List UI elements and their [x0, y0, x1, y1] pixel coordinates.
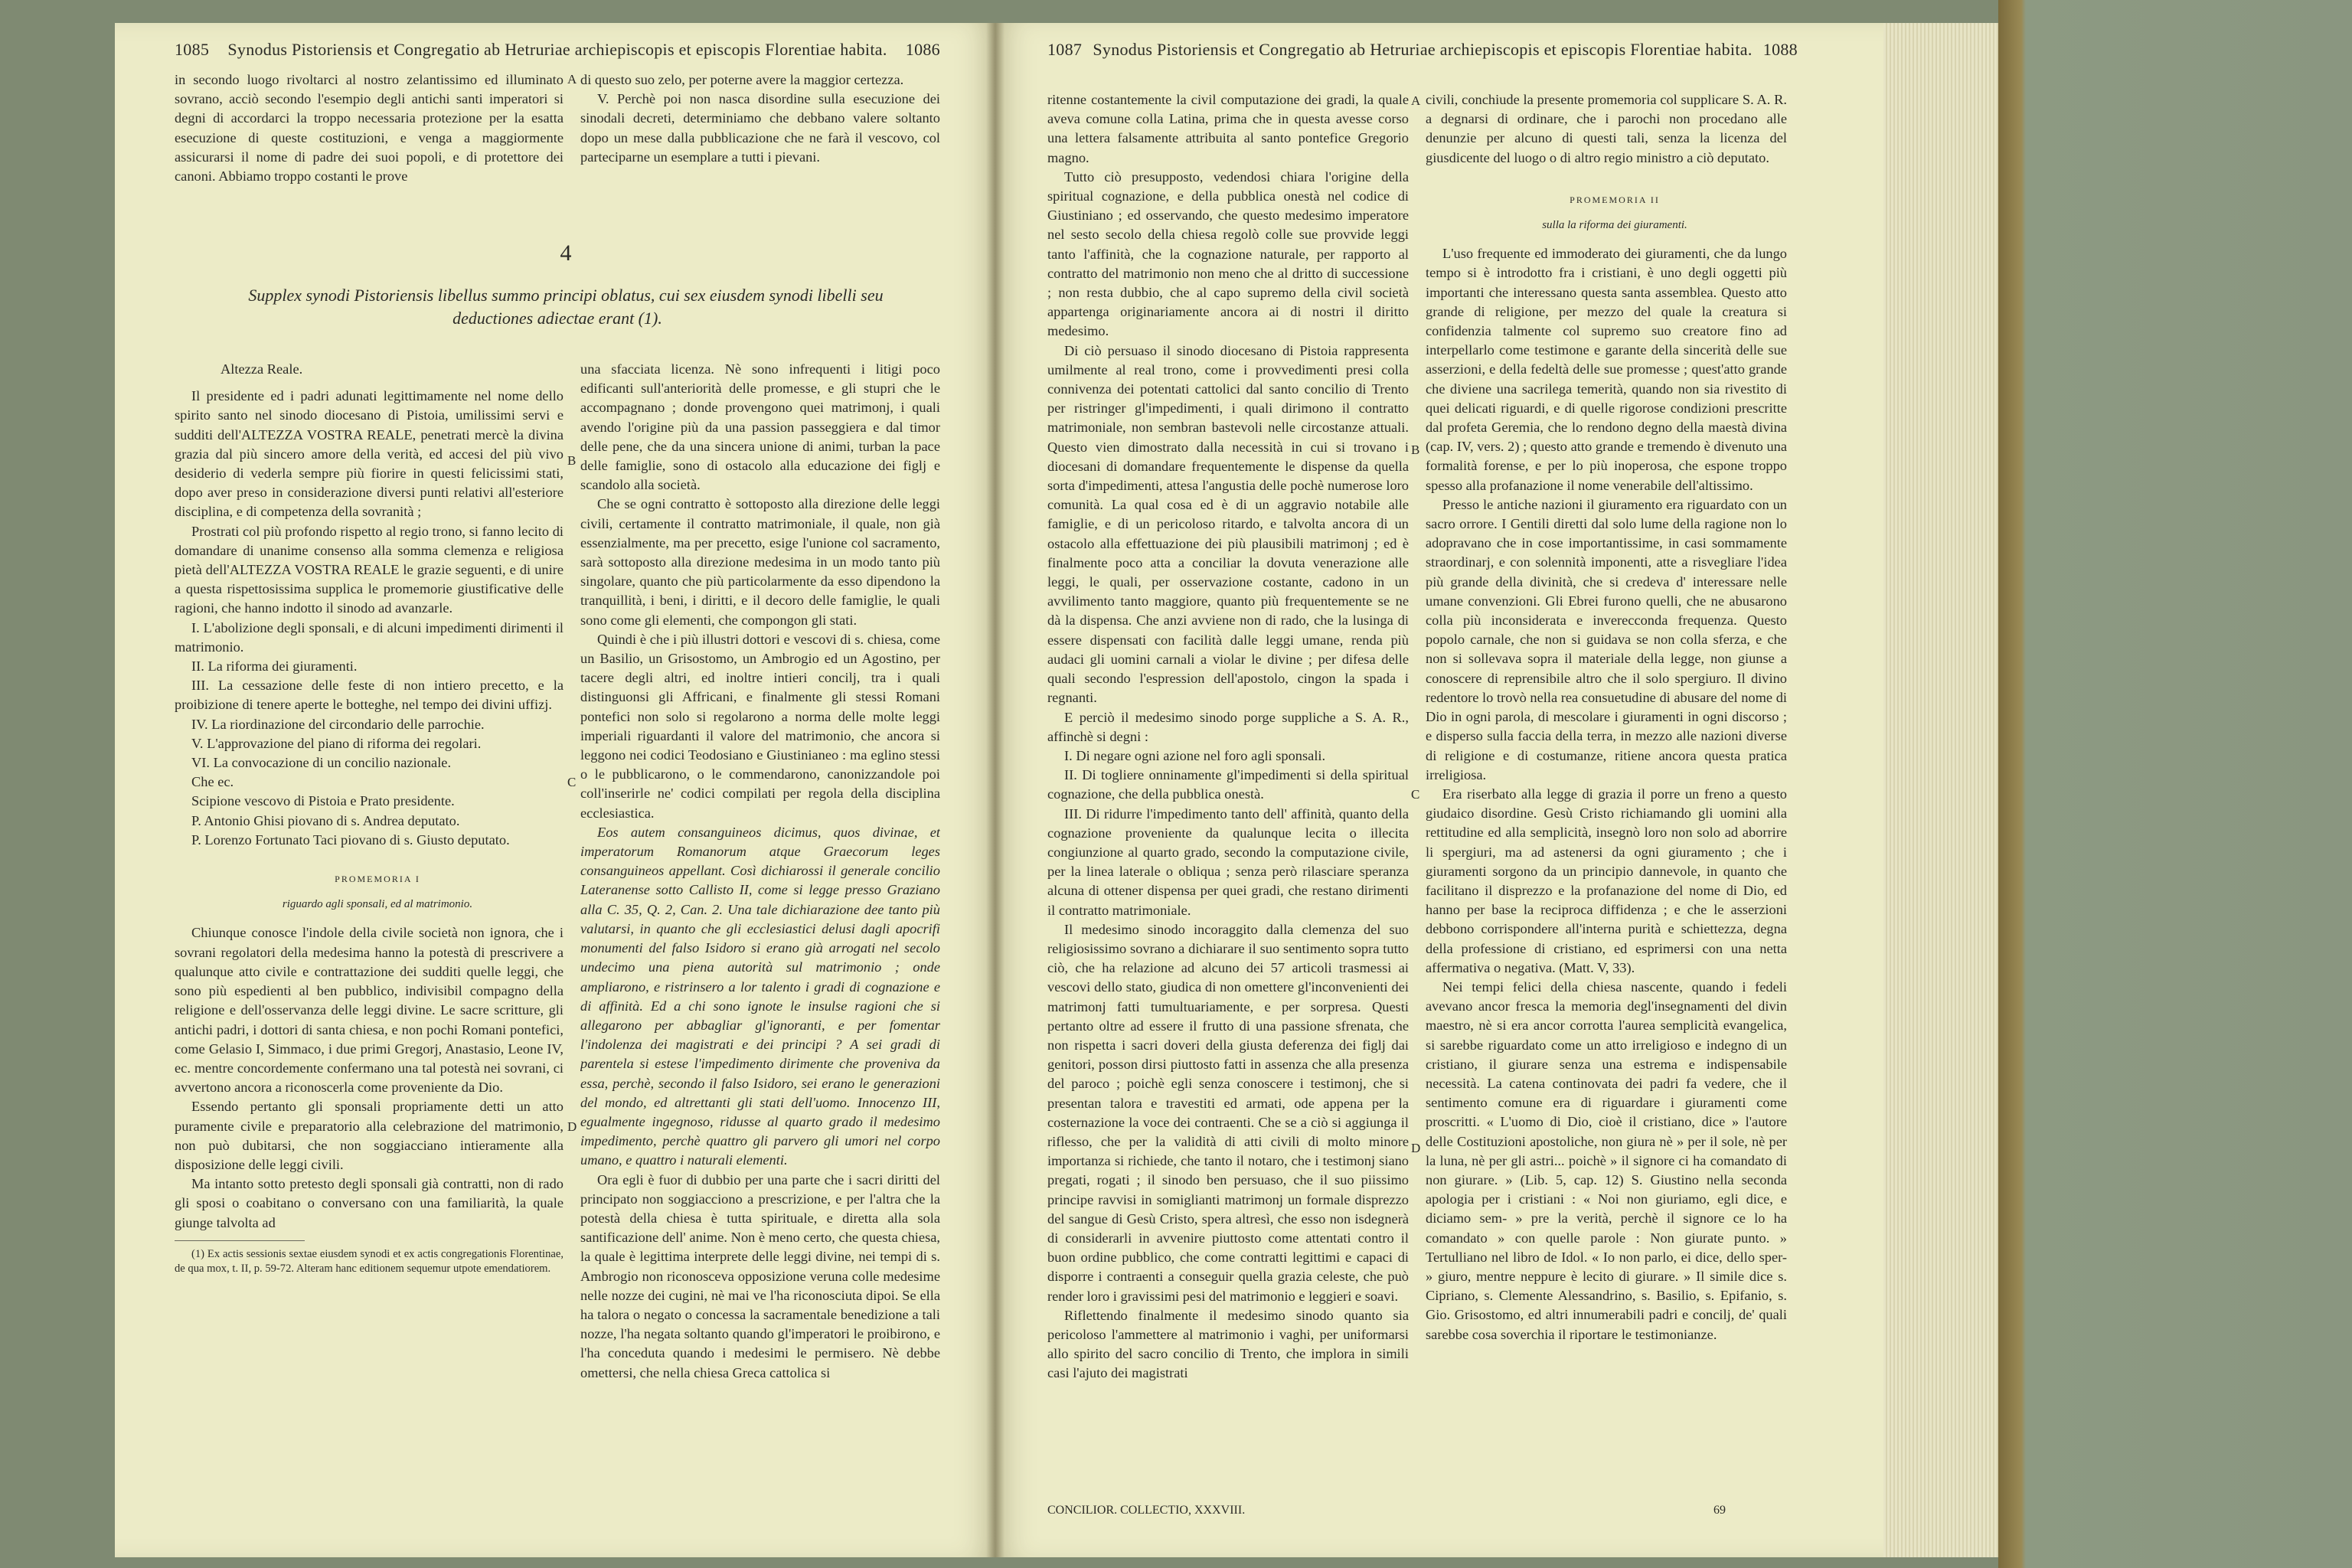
right-page-column-1	[1047, 90, 1409, 1499]
paragraph: Nei tempi felici della chiesa nascente, quando i fedeli avevano ancor fresca la memoria degl'insegnamenti del divin maestro, nè si era ancor corrotta l'aurea semplicità evangelica, si sarebbe riguardato come un atto irreligioso e indegno di un cristiano, il giurare senza una estrema e indispensabile necessità. La catena continovata dei padri fa vedere, che il sentimento comune era di riguardare i giuramenti come proscritti. « L'uomo di Dio, cioè il cristiano, dice » l'autore delle Costituzioni apostoliche, non giura nè » per il sole, nè per la luna, nè per gli astri... poichè » il signore ci ha comandato di non giurare. » (Lib. 5, cap. 12) S. Giustino nella seconda apologia per i cristiani : « Noi non giuriamo, egli dice, e diciamo sem- » pre la verità, perchè il signore ce lo ha comandato » con quelle parole : Non giurate punto. » Tertulliano nel libro de Idol. « Io non parlo, ei dice, dello sper- » giuro, mentre neppure è lecito di giurare. » Il simile dice s. Cipriano, s. Clemente Alessandrino, s. Basilio, s. Epifanio, s. Gio. Grisostomo, ed altri innumerabili padri e concilj, de' quali sarebbe cosa soverchia il riportare le testimonianze.	[1426, 978, 1787, 1342]
promemoria-2-subtitle: sulla la riforma dei giuramenti.	[1542, 219, 1687, 232]
request-item: III. La cessazione delle feste di non intiero precetto, e la proibizione di tenere aperte le botteghe, nel tempo dei divini uffizj.	[175, 678, 564, 713]
right-page-header	[1047, 40, 1798, 60]
volume-signature: CONCILIOR. COLLECTIO, XXXVIII.	[1047, 1504, 1246, 1517]
salutation: Altezza Reale.	[220, 361, 303, 377]
book-gutter	[986, 23, 1004, 1557]
left-page-column-number-b: 1086	[905, 40, 940, 59]
paragraph: di questo suo zelo, per poterne avere la maggior certezza.	[580, 72, 904, 87]
paragraph: E perciò il medesimo sinodo porge suppliche a S. A. R., affinchè si degni :	[1047, 709, 1409, 744]
right-page-column-number-a: 1087	[1047, 40, 1083, 59]
paragraph: Che ec.	[191, 774, 234, 790]
margin-letter-d: D	[1411, 1141, 1421, 1155]
left-top-column-a	[175, 70, 564, 208]
margin-letter-a: A	[567, 72, 577, 87]
section-title: Supplex synodi Pistoriensis libellus summo principi oblatus, cui sex eiusdem synodi libelli seu deductiones adiectae erant (1).	[248, 286, 884, 328]
paragraph: Ma intanto sotto pretesto degli sponsali già contratti, non di rado gli sposi o coabitano o conversano con una familiarità, la quale giunge talvolta ad	[175, 1176, 564, 1230]
signature-line: Scipione vescovo di Pistoia e Prato presidente.	[191, 793, 455, 809]
paragraph: Essendo pertanto gli sponsali propriamente detti un atto puramente civile e preparatorio alla celebrazione del matrimonio, non può dubitarsi, che non soggiacciano intieramente alla disposizione delle leggi civili.	[175, 1099, 564, 1172]
paragraph: Era riserbato alla legge di grazia il porre un freno a questo giudaico disordine. Gesù Cristo richiamando gli uomini alla rettitudine ed alla semplicità, insegnò loro non solo ad aborrire li spergiuri, ma ad astenersi da ogni giuramento ; che i giuramenti sorgono da un principio dannevole, in quanto che facilitano il disprezzo e la profanazione del nome di Dio, ed hanno per base la reciproca diffidenza ; e che le asserzioni debbono corrispondere all'interna purità e schiettezza, degna della professione di cristiano, ed esprimersi con una netta affermativa o negativa. (Matt. V, 33).	[1426, 786, 1787, 975]
right-page-running-title: Synodus Pistoriensis et Congregatio ab Hetruriae archiepiscopis et episcopis Florentiae habita.	[1093, 40, 1753, 59]
paragraph: Quindi è che i più illustri dottori e vescovi di s. chiesa, come un Basilio, un Grisostomo, un Ambrogio ed un Agostino, per tacere degli altri, ed inoltre intieri concilj, tra i quali distinguonsi gli Affricani, e finalmente gli stessi Romani pontefici non solo si regolarono a norma delle molte leggi imperiali riguardanti il valore del matrimonio, che ancora si leggono nei codici Teodosiano e Giustinianeo : ma eglino stessi o le pubblicarono, o le commendarono, canonizzandole poi coll'inserirle ne' codici compilati per regola della disciplina ecclesiastica.	[580, 631, 940, 821]
request-item: I. Di negare ogni azione nel foro agli sponsali.	[1064, 747, 1326, 763]
request-item: V. L'approvazione del piano di riforma dei regolari.	[191, 735, 482, 751]
left-top-column-b	[580, 70, 940, 208]
left-page-column-1	[175, 360, 564, 1478]
margin-letter-d: D	[567, 1119, 577, 1134]
margin-letter-c: C	[1411, 787, 1420, 802]
paragraph: ritenne costantemente la civil computazione dei gradi, la quale aveva comune colla Latina, prima che in questa avesse corso una lettera falsamente attribuita al santo pontefice Gregorio magno.	[1047, 92, 1409, 165]
request-item: I. L'abolizione degli sponsali, e di alcuni impedimenti dirimenti il matrimonio.	[175, 619, 564, 655]
paragraph: Chiunque conosce l'indole della civile società non ignora, che i sovrani regolatori della medesima hanno la potestà di prescrivere a qualunque atto civile e contrattazione dei sudditi quelle leggi, che sono più espedienti al ben pubblico, indivisibil compagno della religione e dell'osservanza delle leggi divine. Le sacre scritture, gli antichi padri, i dottori di santa chiesa, e non pochi Romani pontefici, come Gelasio I, Simmaco, i due primi Gregorj, Anastasio, Leone IV, ec. mentre concordemente confermano una tal potestà nei sovrani, ci avvertono ancora a riconoscerla come proveniente da Dio.	[175, 925, 564, 1096]
section-number: 4	[560, 243, 572, 266]
sheet-number: 69	[1713, 1504, 1726, 1517]
signature-line: P. Lorenzo Fortunato Taci piovano di s. Giusto deputato.	[191, 831, 510, 848]
paragraph: civili, conchiude la presente promemoria col supplicare S. A. R. a degnarsi di ordinare, che i parochi non procedano alle denunzie per alcuno di questi tali, senza la licenza del giusdicente del luogo o di altro regio ministro a ciò deputato.	[1426, 92, 1787, 165]
paragraph: Presso le antiche nazioni il giuramento era riguardato con un sacro orrore. I Gentili diretti dal solo lume della ragione non lo adopravano che in cose importantissime, in casi sommamente straordinarj, e con solennità imponenti, atte a risvegliare l'idea più grande della divinità, che si credeva d' interessare nelle umane convenzioni. Gli Ebrei furono quelli, che ne abusarono colla più inconsiderata e inverecconda frequenza. Questo popolo carnale, che non si guidava se non colla sferza, e che non si sollevava sopra il materiale della legge, non giunse a conoscere di reprensibile altro che il solo spergiuro. Il divino redentore lo trovò nella rea consuetudine di abusare del nome di Dio in ogni parola, di mescolare i giuramenti in ogni discorso ; e disperso sulla faccia della terra, in mezzo alle nazioni diverse di religione e di costumanze, ritiene ancora questa pratica irreligiosa.	[1426, 496, 1787, 782]
footnote-rule	[175, 1240, 305, 1241]
margin-letter-b: B	[567, 453, 577, 468]
page-stack-edges	[1883, 23, 1998, 1557]
left-page-header	[175, 40, 940, 60]
request-item: III. Di ridurre l'impedimento tanto dell' affinità, quanto della cognazione proveniente da qualunque lecita o illecita congiunzione al quarto grado, secondo la computazione civile, per la linea laterale o obliqua ; senza però rilasciare speranza alcuna di ottener dispensa per quei gradi, che restano dirimenti il contratto matrimoniale.	[1047, 805, 1409, 918]
left-page-column-number-a: 1085	[175, 40, 210, 59]
paragraph: Eos autem consanguineos dicimus, quos divinae, et imperatorum Romanorum atque Graecorum leges consanguineos appellant. Così dichiarossi il generale concilio Lateranense sotto Callisto II, come si legge presso Graziano alla C. 35, Q. 2, Can. 2. Una tale dichiarazione dee tanto più valutarsi, in quanto che gli ecclesiastici delusi dagli apocrifi monumenti del falso Isidoro si erano già arrogati nel secolo undecimo una piena autorità sul matrimonio ; onde ampliarono, e ristrinsero a lor talento i gradi di cognazione e di affinità. Ed a chi sono ignote le insulse ragioni che si allegarono per abbagliar gl'ignoranti, e per fomentar l'indolenza dei magistrati e dei principi ? A sei gradi di parentela si estese l'impedimento dirimente che proveniva da essa, perchè, secondo il falso Isidoro, sei erano le generazioni del mondo, ed altrettanti gli stati dell'uomo. Innocenzo III, egualmente ingegnoso, ridusse al quarto grado il medesimo impedimento, perchè quattro gli parvero gli umori nel corpo umano, e quattro i naturali elementi.	[580, 824, 940, 1168]
paragraph: L'uso frequente ed immoderato dei giuramenti, che da lungo tempo si è introdotto fra i cristiani, è uno degli oggetti più importanti che interessano questa santa assemblea. Questo atto grande di religione, per mezzo del quale la creatura si confidenzia talmente col supremo suo creatore fino ad interpellarlo come testimone e garante della sincerità delle sue asserzioni, e della fedeltà delle sue promesse ; quest'atto grande che diviene una sacrilega temerità, quando non sia rivestito di quei delicati riguardi, e di quelle rigorose condizioni prescritte dal profeta Geremia, che lo rendono degno della maestà divina (cap. IV, vers. 2) ; questo atto grande e tremendo è divenuto una formalità forense, e per lo più inoperosa, che espone troppo spesso alla profanazione il nome venerabile dell'altissimo.	[1426, 246, 1787, 493]
margin-letter-a: A	[1411, 93, 1421, 108]
left-page-running-title: Synodus Pistoriensis et Congregatio ab Hetruriae archiepiscopis et episcopis Florentiae habita.	[227, 40, 887, 59]
footnote: (1) Ex actis sessionis sextae eiusdem synodi et ex actis congregationis Florentinae, de qua mox, t. II, p. 59-72. Alteram hanc editionem sequemur utpote emendatiorem.	[175, 1247, 564, 1275]
book-cover-edge	[1998, 0, 2352, 1568]
promemoria-2-title: PROMEMORIA II	[1570, 194, 1660, 205]
paragraph: Che se ogni contratto è sottoposto alla direzione delle leggi civili, certamente il contratto matrimoniale, il quale, non già essenzialmente, ma per precetto, esige l'unione col sacramento, sarà sottoposto alla direzione medesima in un modo tanto più singolare, quanto che più particolarmente da esso dipendono la tranquillità, i beni, i diritti, e il decoro delle famiglie, le quali sono come gli elementi, che compongon gli stati.	[580, 496, 940, 628]
section-heading	[175, 243, 940, 343]
paragraph: Ora egli è fuor di dubbio per una parte che i sacri diritti del principato non soggiacciono a prescrizione, e per l'altra che la potestà della chiesa è tutta spirituale, e diretta alla sola santificazione dell' anime. Non è meno certo, che questa chiesa, la quale è legittima interprete delle leggi divine, nei tempi di s. Ambrogio non riconosceva opposizione veruna colle medesime nelle nozze dei cugini, nè mai ve l'ha riconosciuta dipoi. Se ella ha talora o negato o concessa la sacramentale benedizione a tali nozze, l'ha negata soltanto quando gl'imperatori le proibirono, e l'ha conceduta quando i medesimi le permisero. Nè debbe omettersi, che nella chiesa Greca cattolica si	[580, 1171, 940, 1380]
right-page-column-number-b: 1088	[1762, 40, 1798, 59]
request-item: II. La riforma dei giuramenti.	[191, 658, 358, 675]
request-item: IV. La riordinazione del circondario delle parrochie.	[191, 716, 485, 732]
paragraph: Tutto ciò presupposto, vedendosi chiara l'origine della spiritual cognazione, e della pubblica onestà nel codice di Giustiniano ; ed osservando, che questo medesimo imperatore nel sesto secolo della chiesa regolò colle sue provvide leggi tanto l'affinità, che la cognazione naturale, per rapporto al contratto del matrimonio non meno che al dritto di successione ; non resta dubbio, che al capo supremo della civil società appartenga originariamente ancora ai di nostri il diritto medesimo.	[1047, 168, 1409, 339]
paragraph: Prostrati col più profondo rispetto al regio trono, si fanno lecito di domandare di unanime consenso alla somma clemenza e religiosa pietà dell'ALTEZZA VOSTRA REALE le grazie seguenti, e di unire a questa rispettosissima supplica le promemorie giustificative delle ragioni, che hanno indotto il sinodo ad avanzarle.	[175, 523, 564, 616]
paragraph: Il medesimo sinodo incoraggito dalla clemenza del suo religiosissimo sovrano a dichiarare il suo sentimento sopra tutto ciò, che ha relazione ad alcuno dei 57 articoli trasmessi ai vescovi dello stato, giudica di non omettere gl'inconvenienti dei matrimonj fatti tumultuariamente, e per sorpresa. Questi pertanto oltre ad essere il frutto di una passione sfrenata, che non rispetta i sacri doveri della giusta deferenza dei figlj dai genitori, posson dirsi piuttosto fatti in assenza che alla presenza del paroco ; poichè egli senza conoscere i testimonj, che si presentan talora e travestiti ed armati, ode appena per la costernazione la voce dei contraenti. Che se a ciò si aggiunga il riflesso, che per la validità di atti civili di molto minore importanza si richiede, che tanto il notaro, che i testimonj siano pregati, rogati ; il sinodo ben persuaso, che il suo piissimo principe ravvisi in somiglianti matrimonj un formale disprezzo del sangue di Gesù Cristo, spera altresì, che esso non isdegnerà di considerarli in avvenire piuttosto come attentati contro il buon ordine pubblico, che come contratti legittimi e capaci di disporre i contraenti a conseguir quella grazia celeste, che può render loro i gravissimi pesi del matrimonio e leggieri e soavi.	[1047, 921, 1409, 1304]
paragraph: Di ciò persuaso il sinodo diocesano di Pistoia rappresenta umilmente al real trono, come i provvedimenti presi colla connivenza dei potentati cattolici dal santo concilio di Trento per ristringer gl'impedimenti, i quali dirimono il contratto matrimoniale, non sembran bastevoli nelle circostanze attuali. Questo vien dimostrato dalla necessità in cui si trovano i diocesani di domandare frequentemente le dispense da quella sorta d'impedimenti, attesa l'angustia delle pochè numerose loro comunità. La qual cosa ed è di un aggravio notabile alle famiglie, e di un pericoloso ritardo, e talvolta ancora di un ostacolo alla effettuazione dei più plausibili matrimonj ; ed è finalmente poco atta a conciliar la dovuta venerazione alle leggi, le quali, per osservazione costante, cadono in un avvilimento tanto maggiore, quanto più frequentemente se ne dà la dispensa. Che anzi avviene non di rado, che la lusinga di essere dispensati con facilità dalle leggi umane, renda più audaci gli uomini carnali a violar le divine ; per difesa delle quali secondo l'espression dell'apostolo, cingon la spada i regnanti.	[1047, 342, 1409, 706]
promemoria-1-subtitle: riguardo agli sponsali, ed al matrimonio.	[282, 898, 473, 911]
margin-letter-c: C	[567, 775, 577, 789]
request-item: VI. La convocazione di un concilio nazionale.	[191, 755, 452, 771]
margin-letter-b: B	[1411, 443, 1420, 457]
paragraph: una sfacciata licenza. Nè sono infrequenti i litigi poco edificanti sull'anteriorità delle promesse, e gli stupri che le accompagnano ; donde provengono quei matrimonj, i quali avendo l'origine più da una passion passeggiera e dal timor delle pene, che da una sincera unione di animi, turban la pace delle famiglie, sono di ostacolo alla educazione dei figlj e scandolo alla società.	[580, 361, 940, 493]
request-item: II. Di togliere onninamente gl'impedimenti si della spiritual cognazione, che della pubblica onestà.	[1047, 767, 1409, 802]
signature-line: P. Antonio Ghisi piovano di s. Andrea deputato.	[191, 812, 460, 828]
promemoria-1-title: PROMEMORIA I	[335, 874, 420, 885]
right-page-column-2	[1426, 90, 1787, 1499]
left-page-column-2	[580, 360, 940, 1478]
paragraph: in secondo luogo rivoltarci al nostro zelantissimo ed illuminato sovrano, acciò secondo l'esempio degli antichi santi imperatori si degni di accordarci la troppo necessaria protezione per la esatta esecuzione di queste costituzioni, e venga a maggiormente assicurarsi il nome di padre dei suoi popoli, e di protettore dei canoni. Abbiamo troppo costanti le prove	[175, 72, 564, 185]
paragraph: Il presidente ed i padri adunati legittimamente nel nome dello spirito santo nel sinodo diocesano di Pistoia, umilissimi servi e sudditi dell'ALTEZZA VOSTRA REALE, penetrati mercè la divina grazia dal più sincero amore della verità, ed accesi del più vivo desiderio di vederla sempre più fiorire in questi felicissimi stati, dopo aver preso in considerazione diversi punti relativi all'esteriore disciplina, e di competenza della sovranità ;	[175, 388, 564, 520]
paragraph: V. Perchè poi non nasca disordine sulla esecuzione dei sinodali decreti, determiniamo che debbano valere soltanto dopo un mese dalla pubblicazione che ne farà il vescovo, col parteciparne un esemplare a tutti i pievani.	[580, 91, 940, 165]
paragraph: Riflettendo finalmente il medesimo sinodo quanto sia pericoloso l'ammettere al matrimonio i vaghi, per uniformarsi allo spirito del sacro concilio di Trento, che implora in simili casi l'ajuto dei magistrati	[1047, 1307, 1409, 1381]
